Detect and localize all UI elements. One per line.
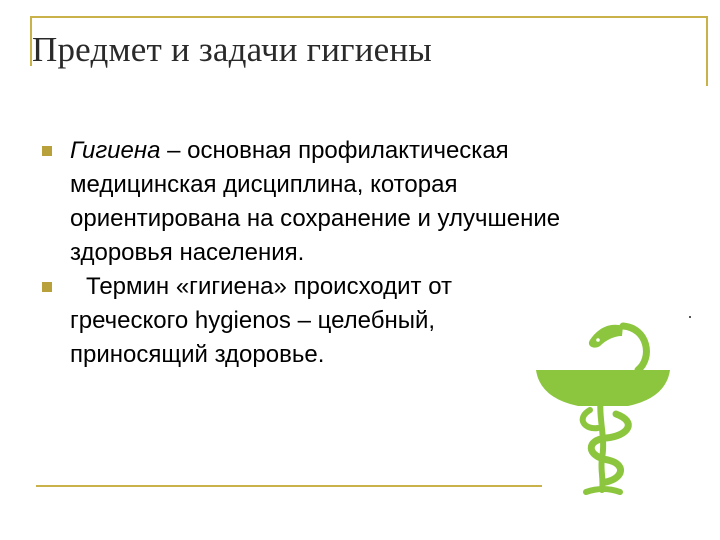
bullet-item-term-origin	[40, 270, 610, 372]
tiny-dot	[689, 316, 691, 318]
frame-right-line	[706, 16, 708, 86]
bullet-item-hygiene-definition	[40, 134, 610, 270]
bowl-of-hygieia-icon	[528, 318, 678, 498]
term-origin-line-1: Термин «гигиена» происходит от	[86, 273, 452, 300]
bullet-list	[40, 134, 610, 372]
bullet-square-icon	[42, 282, 52, 292]
term-origin-line-2: греческого hygienos – целебный,	[70, 307, 436, 334]
frame-top-line	[30, 16, 708, 18]
frame-bottom-line	[36, 485, 542, 487]
term-origin-line-3: приносящий здоровье.	[70, 341, 325, 368]
hygiene-definition-text: – основная профилактическая медицинская дисциплина, которая ориентирована на сохранение и улучшение здоровья населения.	[70, 137, 561, 266]
bullet-square-icon	[42, 146, 52, 156]
hygiene-term: Гигиена	[70, 137, 161, 164]
slide-title: Предмет и задачи гигиены	[32, 30, 433, 69]
